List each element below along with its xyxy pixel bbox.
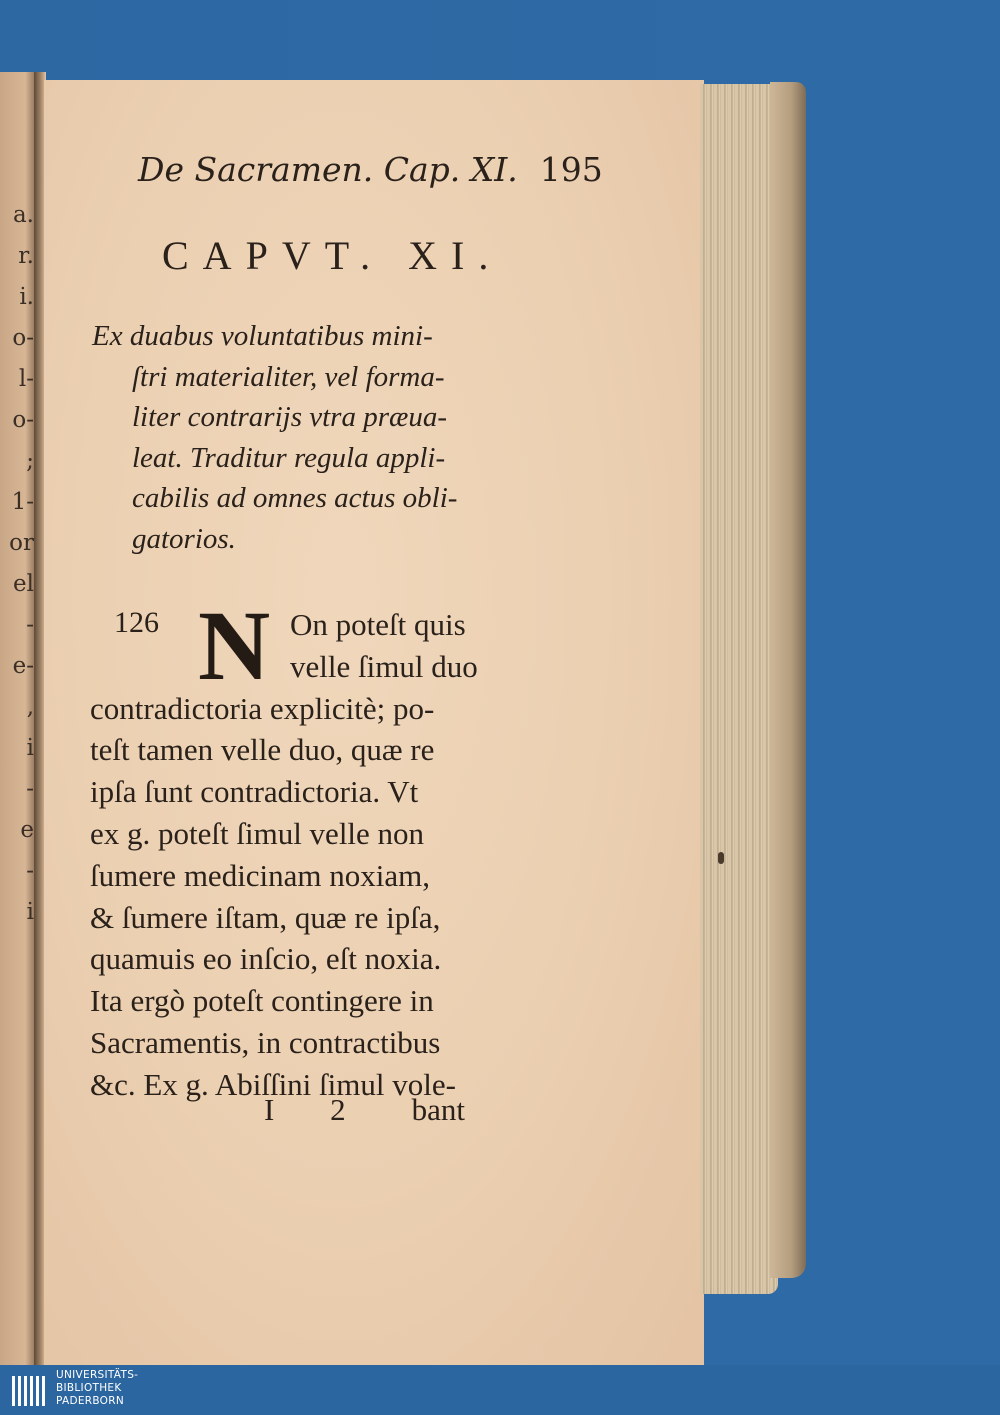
- previous-page-fragment: ;: [26, 448, 34, 474]
- library-logo-icon: [12, 1374, 46, 1408]
- body-line: ex g. poteſt ſimul velle non: [90, 815, 425, 851]
- previous-page-fragment: el: [13, 571, 34, 597]
- body-line: Ita ergò poteſt contingere in: [90, 983, 434, 1019]
- catchline: [264, 1092, 465, 1128]
- previous-page-fragment: o-: [12, 407, 34, 433]
- previous-page-fragment: i.: [19, 284, 34, 310]
- previous-page-edge: [0, 72, 36, 1367]
- previous-page-fragment: -: [26, 858, 34, 884]
- previous-page-fragment: 1-: [11, 489, 34, 515]
- body-line: contradictoria explicitè; po-: [90, 690, 435, 726]
- footer-bar: [0, 1365, 1000, 1415]
- body-line: On poteſt quis: [290, 607, 466, 642]
- previous-page-fragment: ,: [26, 694, 34, 720]
- book-cover-edge: [770, 82, 806, 1278]
- body-line: &c. Ex g. Abiſſini ſimul vole-: [90, 1066, 456, 1102]
- previous-page-fragment: a.: [12, 202, 34, 228]
- summary-line: cabilis ad omnes actus obli-: [132, 482, 458, 514]
- paragraph-number: 126: [114, 606, 159, 639]
- body-line: quamuis eo inſcio, eſt noxia.: [90, 941, 442, 977]
- body-text: [90, 604, 560, 1106]
- library-name-line: UNIVERSITÄTS-: [56, 1369, 139, 1381]
- previous-page-fragment: i: [26, 735, 34, 761]
- drop-cap: N: [198, 590, 271, 701]
- chapter-summary: [92, 316, 562, 559]
- chapter-heading: CAPVT. XI.: [162, 233, 503, 278]
- body-line: teſt tamen velle duo, quæ re: [90, 732, 435, 768]
- previous-page-fragment: -: [26, 776, 34, 802]
- catchword: bant: [411, 1092, 465, 1127]
- page-edge-mark: [718, 852, 724, 864]
- summary-line: leat. Traditur regula appli-: [132, 441, 446, 474]
- previous-page-text-fragments: [0, 202, 36, 940]
- library-name-line: PADERBORN: [56, 1395, 124, 1407]
- body-line: velle ſimul duo: [290, 648, 478, 684]
- previous-page-fragment: -: [26, 612, 34, 638]
- summary-line: gatorios.: [132, 522, 236, 555]
- previous-page-fragment: i: [26, 899, 34, 925]
- summary-line: Ex duabus voluntatibus mini-: [92, 320, 433, 352]
- library-name: [56, 1369, 138, 1408]
- body-line: ſumere medicinam noxiam,: [90, 857, 431, 893]
- previous-page-fragment: r.: [18, 243, 34, 269]
- page-number: 195: [539, 150, 603, 189]
- running-head-title: De Sacramen. Cap. XI.: [138, 150, 518, 189]
- body-line: Sacramentis, in contractibus: [90, 1024, 441, 1060]
- signature-mark: I 2: [264, 1092, 366, 1127]
- body-line: & ſumere iſtam, quæ re ipſa,: [90, 899, 441, 935]
- previous-page-fragment: e: [20, 817, 34, 843]
- running-head: [138, 150, 603, 189]
- previous-page-fragment: or: [9, 530, 34, 556]
- body-line: ipſa ſunt contradictoria. Vt: [90, 774, 419, 810]
- previous-page-fragment: e-: [12, 653, 34, 679]
- summary-line: ſtri materialiter, vel forma-: [132, 360, 445, 393]
- library-name-line: BIBLIOTHEK: [56, 1382, 122, 1394]
- previous-page-fragment: l-: [18, 366, 34, 392]
- page-fore-edge: [700, 84, 778, 1294]
- previous-page-fragment: o-: [12, 325, 34, 351]
- summary-line: liter contrarijs vtra præua-: [132, 401, 447, 433]
